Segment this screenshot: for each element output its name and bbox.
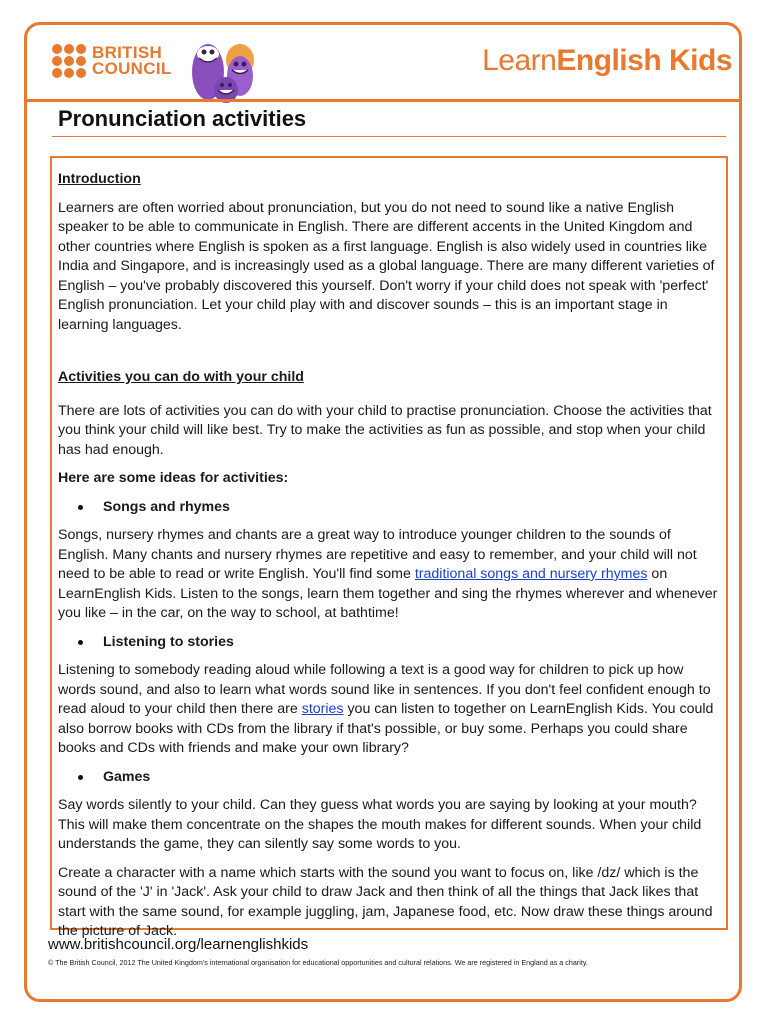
bullet-stories [58, 633, 722, 653]
title-divider [52, 136, 726, 137]
games-text-1: Say words silently to your child. Can they guess what words you are saying by looking at your mouth? This will make them concentrate on the shapes the mouth makes for different sounds. When your child understands the game, they can silently say some words to you. [58, 797, 702, 852]
mascots-icon [180, 32, 272, 104]
stories-text-after: you can listen to together on LearnEnglish Kids. You could also borrow books with CDs from the library if that's possible, or buy some. Perhaps you could share books and CDs with friends and make your own library? [58, 701, 714, 756]
stories-title: Listening to stories [103, 633, 234, 650]
intro-heading: Introduction [58, 171, 141, 187]
british-council-logo [52, 44, 172, 78]
songs-title: Songs and rhymes [103, 498, 230, 515]
activities-intro: There are lots of activities you can do with your child to practise pronunciation. Choose the activities that you think your child will like best. Try to make the activities as fun as possible, and stop when your child has had enough. [58, 402, 712, 458]
lek-logo-learn: Learn [482, 44, 557, 77]
stories-link[interactable]: stories [301, 701, 344, 717]
header-divider [26, 99, 740, 102]
bullet-icon [78, 505, 83, 510]
ideas-label: Here are some ideas for activities: [58, 470, 289, 486]
bc-logo-line1: BRITISH [92, 43, 163, 62]
songs-link[interactable]: traditional songs and nursery rhymes [414, 566, 648, 582]
footer-note: © The British Council, 2012 The United Kingdom's international organisation for educational opportunities and cultural relations. We are registered in England as a charity. [48, 958, 588, 967]
page-title: Pronunciation activities [58, 106, 307, 131]
learnenglish-kids-logo [482, 44, 732, 78]
footer-url[interactable]: www.britishcouncil.org/learnenglishkids [48, 936, 309, 953]
games-text-2: Create a character with a name which starts with the sound you want to focus on, like /dz/ which is the sound of the 'J' in 'Jack'. Ask your child to draw Jack and then think of all the things that Jack likes that start with the same sound, for example juggling, jam, Japanese food, etc. Now draw these things around the picture of Jack. [58, 864, 713, 939]
songs-text-before: Songs, nursery rhymes and chants are a great way to introduce younger children to the sounds of English. Many chants and nursery rhymes are repetitive and easy to remember, and your child will not need to be able to read or write English. You'll find some [58, 527, 697, 582]
stories-text [58, 661, 722, 759]
intro-text: Learners are often worried about pronunciation, but you do not need to sound like a native English speaker to be able to communicate in English. There are different accents in the United Kingdom and other countries where English is spoken as a first language. English is also widely used in countries like India and Singapore, and is increasingly used as a global language. There are many different varieties of English – you've probably discovered this yourself. Don't worry if your child does not speak with 'perfect' English pronunciation. Let your child play with and discover sounds – this is an important stage in learning languages. [58, 199, 715, 333]
bullet-icon [78, 640, 83, 645]
spacer [58, 344, 722, 368]
stories-text-before: Listening to somebody reading aloud while following a text is a good way for children to pick up how words sound, and also to learn what words sound like in sentences. If you don't feel confident enough to read aloud to your child then there are [58, 662, 711, 717]
bullet-games [58, 768, 722, 788]
bc-logo-line2: COUNCIL [92, 59, 172, 78]
content-body [58, 170, 722, 951]
british-council-dots-icon [52, 44, 86, 78]
games-title: Games [103, 768, 151, 785]
bullet-icon [78, 775, 83, 780]
bullet-songs [58, 498, 722, 518]
activities-heading: Activities you can do with your child [58, 369, 304, 385]
lek-logo-english-kids: English Kids [556, 44, 732, 77]
songs-text-after: on LearnEnglish Kids. Listen to the songs, learn them together and sing the rhymes wherever and whenever you like – in the car, on the way to school, at bathtime! [58, 566, 718, 621]
songs-text [58, 526, 722, 624]
